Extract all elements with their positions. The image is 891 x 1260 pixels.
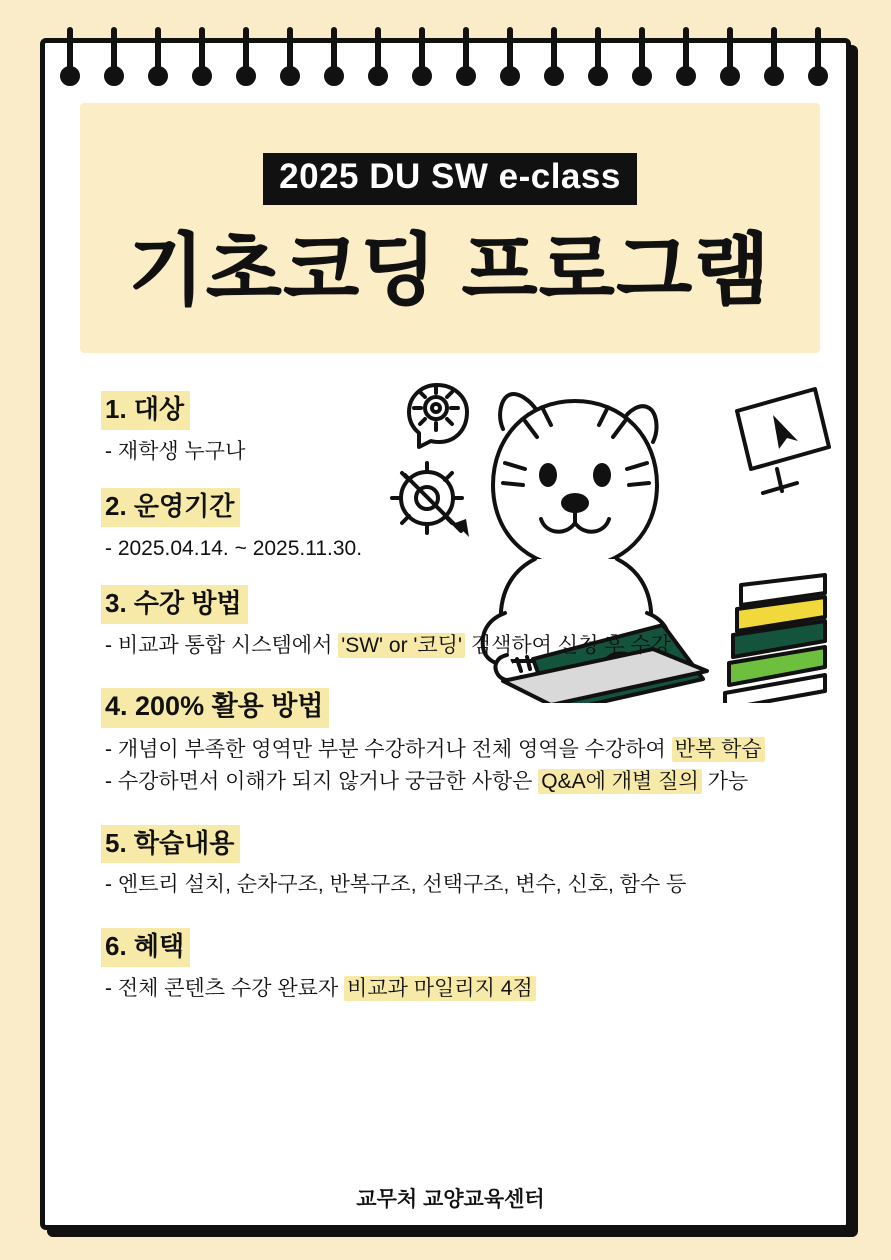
poster-footer: 교무처 교양교육센터 bbox=[356, 1188, 545, 1211]
section-usage-tips bbox=[93, 688, 813, 799]
section-line: - 2025.04.14. ~ 2025.11.30. bbox=[105, 536, 363, 560]
page-title: 기초코딩 프로그램 bbox=[128, 226, 772, 314]
section-heading: 6. 혜택 bbox=[101, 928, 190, 967]
section-benefits bbox=[93, 928, 813, 1005]
line-text-post: 검색하여 신청 후 수강 bbox=[464, 633, 671, 657]
line-highlight: 반복 학습 bbox=[672, 737, 765, 762]
section-line bbox=[105, 973, 813, 1006]
poster-card bbox=[40, 38, 851, 1230]
section-heading: 3. 수강 방법 bbox=[101, 585, 248, 624]
poster-eyebrow-label: 2025 DU SW e-class bbox=[263, 153, 637, 205]
title-band bbox=[80, 103, 820, 353]
section-line: - 재학생 누구나 bbox=[105, 439, 246, 463]
section-body bbox=[105, 630, 813, 663]
line-text-pre: - 개념이 부족한 영역만 부분 수강하거나 전체 영역을 수강하여 bbox=[105, 737, 672, 761]
poster-body bbox=[93, 391, 813, 1015]
poster-eyebrow bbox=[80, 153, 820, 205]
section-line bbox=[105, 766, 813, 799]
line-text-pre: - 전체 콘텐츠 수강 완료자 bbox=[105, 976, 345, 1000]
section-period bbox=[93, 488, 813, 565]
section-line bbox=[105, 630, 813, 663]
section-heading: 1. 대상 bbox=[101, 391, 190, 430]
section-body bbox=[105, 973, 813, 1006]
line-text-pre: - 비교과 통합 시스템에서 bbox=[105, 633, 339, 657]
section-body bbox=[105, 869, 813, 902]
line-text-post: 가능 bbox=[701, 770, 749, 794]
section-body bbox=[105, 734, 813, 799]
section-target bbox=[93, 391, 813, 468]
section-curriculum bbox=[93, 825, 813, 902]
section-line: - 엔트리 설치, 순차구조, 반복구조, 선택구조, 변수, 신호, 함수 등 bbox=[105, 873, 687, 897]
section-body bbox=[105, 436, 813, 469]
section-line bbox=[105, 734, 813, 767]
line-text-pre: - 수강하면서 이해가 되지 않거나 궁금한 사항은 bbox=[105, 770, 539, 794]
section-how-to-enroll bbox=[93, 585, 813, 662]
line-highlight: 비교과 마일리지 4점 bbox=[344, 976, 536, 1001]
section-heading: 4. 200% 활용 방법 bbox=[101, 688, 329, 728]
section-heading: 5. 학습내용 bbox=[101, 825, 240, 864]
line-highlight: Q&A에 개별 질의 bbox=[538, 769, 701, 794]
line-highlight: 'SW' or '코딩' bbox=[338, 633, 465, 658]
section-body bbox=[105, 533, 813, 566]
section-heading: 2. 운영기간 bbox=[101, 488, 240, 527]
